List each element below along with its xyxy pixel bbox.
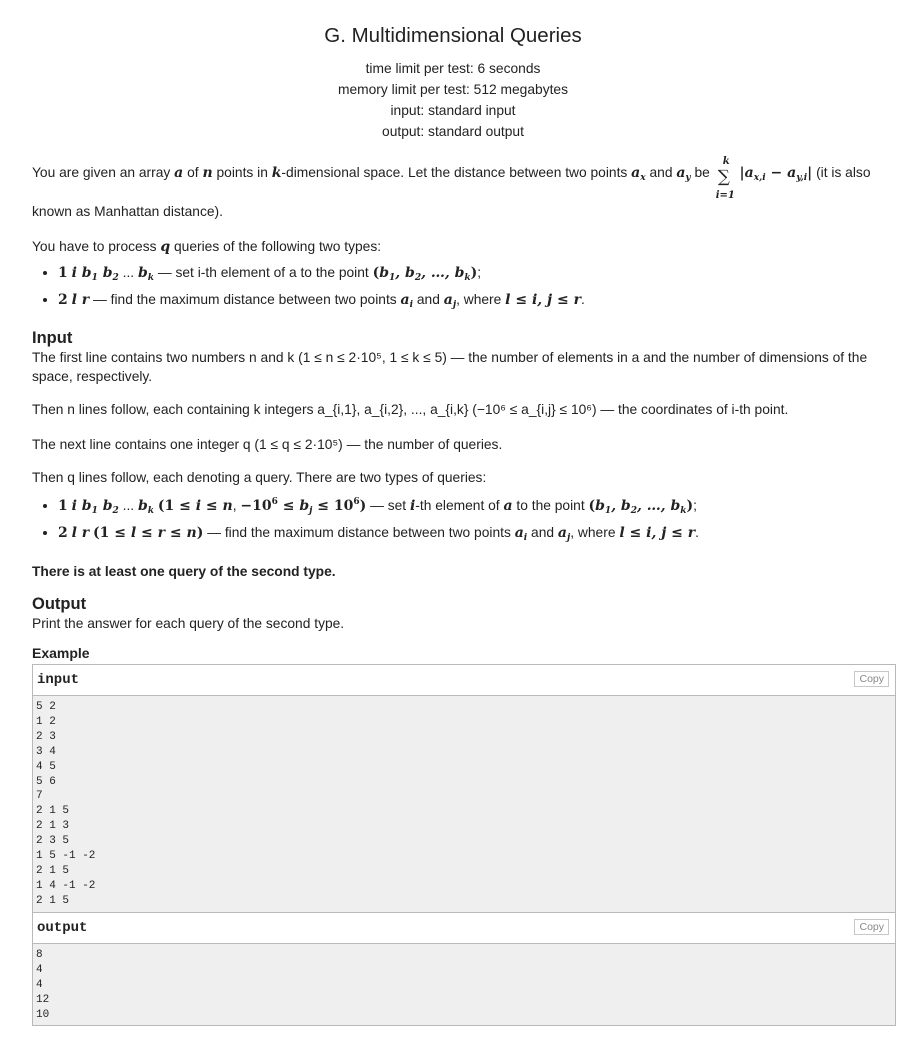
time-limit: time limit per test: 6 seconds bbox=[365, 61, 541, 76]
sample-output-text[interactable]: 8 4 4 12 10 bbox=[33, 944, 895, 1025]
output-file: output: standard output bbox=[382, 124, 524, 139]
bold-note: There is at least one query of the second type. bbox=[32, 564, 336, 579]
sample-input-text[interactable]: 5 2 1 2 2 3 3 4 4 5 5 6 7 2 1 5 2 1 3 2 3 5 1 5 -1 -2 2 1 5 1 4 -1 -2 2 1 5 bbox=[33, 696, 895, 912]
input-line-2: Then n lines follow, each containing k integers a_{i,1}, a_{i,2}, ..., a_{i,k} (−10⁶ ≤ a_{i,j} ≤ 10⁶) — the coordinates of i-th point. bbox=[32, 402, 789, 417]
list-item: • 1 i $b_1$ $b_2$ ... $b_k$ (1 ≤ i ≤ n, $-10^6 \le b_j \le 10^6$) — set i-th element of a to the point ($b_1$, $b_2$, …, $b_k$); bbox=[58, 493, 894, 521]
memory-limit: memory limit per test: 512 megabytes bbox=[337, 82, 569, 97]
sample-input-label: input bbox=[37, 672, 80, 688]
input-line-3: The next line contains one integer q (1 ≤ q ≤ 2·10⁵) — the number of queries. bbox=[32, 437, 503, 452]
list-item: • 1 i $b_1$ $b_2$ ... $b_k$ — set i-th element of a to the point ($b_1$, $b_2$, …, $b_k$); bbox=[58, 263, 894, 288]
output-text: Print the answer for each query of the second type. bbox=[32, 616, 345, 631]
sample-input-block bbox=[32, 664, 896, 1026]
sample-output-header bbox=[33, 912, 895, 944]
list-item: • 2 l r — find the maximum distance between two points $a_i$ and $a_j$, where l ≤ i, j ≤ r. bbox=[58, 290, 894, 315]
list-item: • 2 l r (1 ≤ l ≤ r ≤ n) — find the maximum distance between two points $a_i$ and $a_j$, where l ≤ i, j ≤ r. bbox=[58, 523, 894, 548]
sample-input-header bbox=[33, 665, 895, 696]
query-types-list bbox=[32, 263, 894, 315]
output-section bbox=[32, 595, 894, 633]
copy-input-button[interactable]: Copy bbox=[854, 671, 889, 687]
example-heading: Example bbox=[32, 645, 90, 661]
input-line-4: Then q lines follow, each denoting a query. There are two types of queries: bbox=[32, 470, 487, 485]
problem-header bbox=[0, 0, 906, 142]
problem-title: G. Multidimensional Queries bbox=[324, 24, 582, 47]
input-line-1: The first line contains two numbers n and k (1 ≤ n ≤ 2·10⁵, 1 ≤ k ≤ 5) — the number of elements in a and the number of dimensions of the space, respectively. bbox=[32, 350, 868, 384]
input-heading: Input bbox=[32, 329, 73, 347]
output-heading: Output bbox=[32, 595, 87, 613]
sample-output-label: output bbox=[37, 920, 88, 936]
limits-block bbox=[0, 58, 906, 142]
copy-output-button[interactable]: Copy bbox=[854, 919, 889, 935]
process-paragraph: You have to process q queries of the following two types: bbox=[32, 239, 382, 255]
sum-formula: k ∑ i=1 bbox=[715, 156, 735, 201]
problem-statement bbox=[32, 156, 894, 633]
input-file: input: standard input bbox=[390, 103, 516, 118]
input-section bbox=[32, 329, 894, 581]
legend-paragraph: You are given an array a of n points in k-dimensional space. Let the distance between two points $a_x$ and $a_y$ be k ∑ i=1 $|a_{x,i} - a_{y,i}|$ (it is also known as Manhattan distance). bbox=[32, 156, 871, 219]
query-constraints-list bbox=[32, 493, 894, 548]
